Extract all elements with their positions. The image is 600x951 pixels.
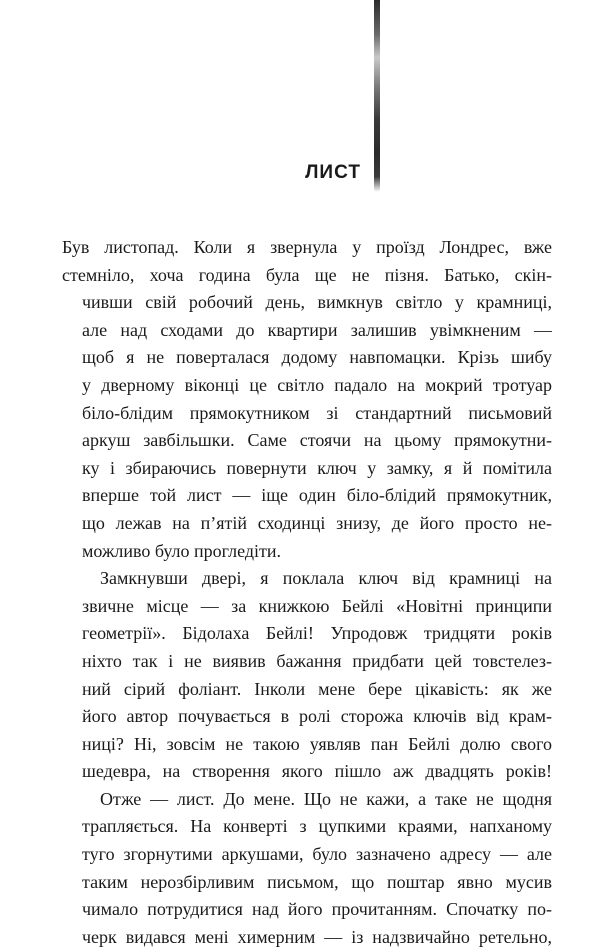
text-line: ний сірий фоліант. Інколи мене бере цікавість: як же <box>82 678 552 699</box>
text-line: Отже — лист. До мене. Що не кажи, а таке не щодня <box>100 788 552 809</box>
text-line: аркуш завбільшки. Саме стоячи на цьому прямокутни- <box>82 430 552 451</box>
text-line: чимало потрудитися над його прочитанням. Спочатку по- <box>82 899 552 920</box>
text-line: таким нерозбірливим письмом, що поштар явно мусив <box>82 871 552 892</box>
text-line: вперше той лист — іще один біло-блідий прямокутник, <box>82 485 552 506</box>
text-line: стемніло, хоча година була ще не пізня. Батько, скін- <box>62 264 552 285</box>
text-line: його автор почувається в ролі сторожа ключів від крам- <box>82 706 552 727</box>
text-line: щоб я не поверталася додому навпомацки. Крізь шибу <box>82 347 552 368</box>
decorative-vertical-line <box>374 0 380 192</box>
text-line: але над сходами до квартири залишив увімкненим — <box>82 319 552 340</box>
text-line: можливо було прогледіти. <box>82 540 282 561</box>
text-line: чивши свій робочий день, вимкнув світло у крамниці, <box>82 292 552 313</box>
text-line: що лежав на п’ятій сходинці знизу, де його просто не- <box>82 512 552 533</box>
text-line: Замкнувши двері, я поклала ключ від крамниці на <box>100 568 552 589</box>
text-line: Був листопад. Коли я звернула у проїзд Лондрес, вже <box>62 237 552 257</box>
chapter-title: ЛИСТ <box>305 162 361 183</box>
text-line: геометрії». Бідолаха Бейлі! Упродовж тридцяти років <box>82 623 552 644</box>
text-line: ніхто так і не виявив бажання придбати цей товстелез- <box>82 650 552 671</box>
text-line: шедевра, на створення якого пішло аж двадцять років! <box>82 761 552 782</box>
text-line: біло-блідим прямокутником зі стандартний письмовий <box>82 402 552 423</box>
body-text <box>62 234 552 951</box>
text-line: ниці? Ні, зовсім не такою уявляв пан Бейлі долю свого <box>82 733 552 754</box>
text-line: ку і збираючись повернути ключ у замку, я й помітила <box>82 457 552 478</box>
text-line: звичне місце — за книжкою Бейлі «Новітні принципи <box>82 595 552 616</box>
text-line: туго згорнутими аркушами, було зазначено адресу — але <box>82 844 552 865</box>
text-line: у дверному віконці це світло падало на мокрий тротуар <box>82 374 552 395</box>
text-line: трапляється. На конверті з цупкими краями, напханому <box>82 816 552 837</box>
text-line: черк видався мені химерним — із надзвичайно ретельно, <box>82 926 552 947</box>
